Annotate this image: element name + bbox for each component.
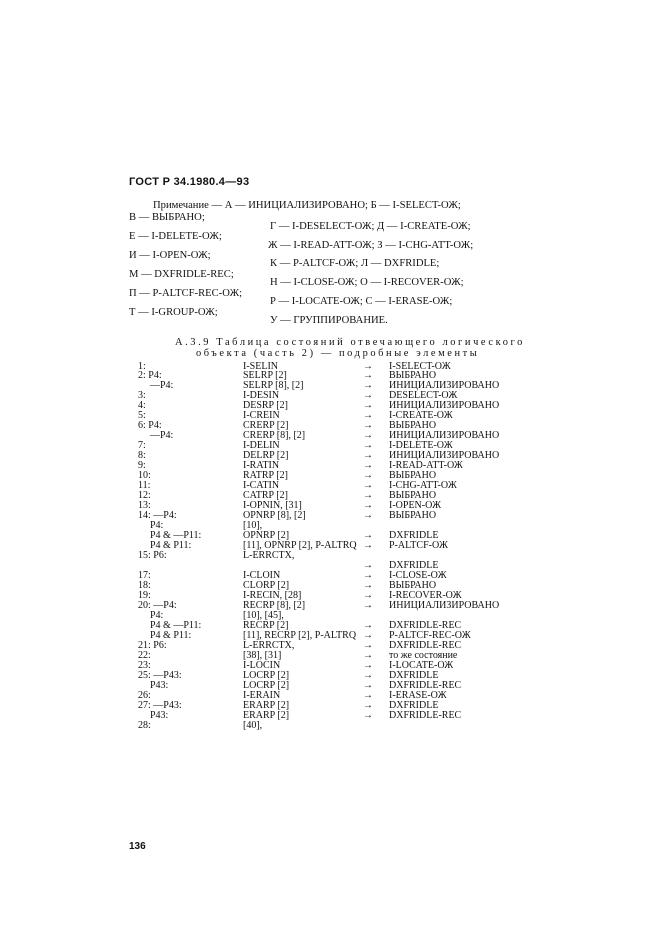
- arrow-icon: →: [363, 480, 373, 491]
- row-next-state: DXFRIDLE-REC: [389, 680, 462, 691]
- note-line: К — P-ALTCF-ОЖ; Л — DXFRIDLE;: [270, 258, 440, 269]
- row-event: I-LOCIN: [243, 660, 281, 671]
- row-condition: 5:: [138, 410, 146, 421]
- arrow-icon: →: [363, 460, 373, 471]
- arrow-icon: →: [363, 450, 373, 461]
- row-event: OPNRP [2]: [243, 530, 290, 541]
- arrow-icon: →: [363, 410, 373, 421]
- row-next-state: I-CLOSE-ОЖ: [389, 570, 447, 581]
- row-next-state: ИНИЦИАЛИЗИРОВАНО: [389, 450, 500, 461]
- row-next-state: DXFRIDLE: [389, 700, 439, 711]
- row-event: RECRP [8], [2]: [243, 600, 306, 611]
- arrow-icon: →: [363, 370, 373, 381]
- row-next-state: ВЫБРАНО: [389, 490, 437, 501]
- row-event: I-DELIN: [243, 440, 280, 451]
- row-next-state: I-RECOVER-ОЖ: [389, 590, 462, 601]
- row-next-state: I-READ-ATT-ОЖ: [389, 460, 463, 471]
- note-line: Р — I-LOCATE-ОЖ; С — I-ERASE-ОЖ;: [270, 296, 453, 307]
- row-condition: 2: P4:: [138, 370, 162, 381]
- row-condition: 9:: [138, 460, 146, 471]
- row-event: RECRP [2]: [243, 620, 289, 631]
- arrow-icon: →: [363, 530, 373, 541]
- row-next-state: I-OPEN-ОЖ: [389, 500, 442, 511]
- row-next-state: I-DELETE-ОЖ: [389, 440, 453, 451]
- note-line: В — ВЫБРАНО;: [129, 212, 205, 223]
- row-next-state: DESELECT-ОЖ: [389, 390, 458, 401]
- note-line: И — I-OPEN-ОЖ;: [129, 250, 211, 261]
- row-condition: 17:: [138, 570, 151, 581]
- row-next-state: P-ALTCF-ОЖ: [389, 540, 448, 551]
- row-event: LOCRP [2]: [243, 670, 290, 681]
- note-line: П — P-ALTCF-REC-ОЖ;: [129, 288, 243, 299]
- row-event: SELRP [2]: [243, 370, 287, 381]
- arrow-icon: →: [363, 580, 373, 591]
- row-condition: 15: P6:: [138, 550, 167, 561]
- row-condition: 26:: [138, 690, 151, 701]
- row-next-state: DXFRIDLE: [389, 530, 439, 541]
- row-next-state: DXFRIDLE: [389, 670, 439, 681]
- row-event: ERARP [2]: [243, 710, 290, 721]
- row-condition: 8:: [138, 450, 146, 461]
- arrow-icon: →: [363, 430, 373, 441]
- row-condition: 20: —P4:: [138, 600, 177, 611]
- row-next-state: ВЫБРАНО: [389, 370, 437, 381]
- row-next-state: ИНИЦИАЛИЗИРОВАНО: [389, 380, 500, 391]
- row-next-state: I-CHG-ATT-ОЖ: [389, 480, 457, 491]
- row-condition: 12:: [138, 490, 151, 501]
- row-event: LOCRP [2]: [243, 680, 290, 691]
- arrow-icon: →: [363, 470, 373, 481]
- row-event: I-CATIN: [243, 480, 280, 491]
- arrow-icon: →: [363, 660, 373, 671]
- row-condition: 19:: [138, 590, 151, 601]
- arrow-icon: →: [363, 600, 373, 611]
- note-line: Н — I-CLOSE-ОЖ; О — I-RECOVER-ОЖ;: [270, 277, 464, 288]
- document-header: ГОСТ Р 34.1980.4—93: [129, 176, 250, 188]
- row-condition: 7:: [138, 440, 146, 451]
- note-line: Е — I-DELETE-ОЖ;: [129, 231, 222, 242]
- arrow-icon: →: [363, 640, 373, 651]
- arrow-icon: →: [363, 440, 373, 451]
- page-number: 136: [129, 841, 146, 852]
- row-condition: 25: —P43:: [138, 670, 182, 681]
- arrow-icon: →: [363, 400, 373, 411]
- row-event: I-SELIN: [243, 361, 278, 372]
- row-condition: 14: —P4:: [138, 510, 177, 521]
- row-condition: P4 & —P11:: [150, 530, 202, 541]
- arrow-icon: →: [363, 710, 373, 721]
- row-event: L-ERRCTX,: [243, 640, 295, 651]
- arrow-icon: →: [363, 540, 373, 551]
- note-line: Т — I-GROUP-ОЖ;: [129, 307, 218, 318]
- row-next-state: DXFRIDLE-REC: [389, 620, 462, 631]
- row-next-state: ВЫБРАНО: [389, 510, 437, 521]
- row-event: L-ERRCTX,: [243, 550, 295, 561]
- row-condition: P43:: [150, 710, 169, 721]
- row-event: CLORP [2]: [243, 580, 290, 591]
- arrow-icon: →: [363, 700, 373, 711]
- row-condition: P4 & P11:: [150, 630, 192, 641]
- row-condition: 4:: [138, 400, 146, 411]
- row-event: I-OPNIN, [31]: [243, 500, 302, 511]
- row-event: OPNRP [8], [2]: [243, 510, 306, 521]
- arrow-icon: →: [363, 570, 373, 581]
- arrow-icon: →: [363, 620, 373, 631]
- row-next-state: DXFRIDLE-REC: [389, 710, 462, 721]
- row-condition: 23:: [138, 660, 151, 671]
- row-event: [11], OPNRP [2], P-ALTRQ: [243, 540, 357, 551]
- row-next-state: I-LOCATE-ОЖ: [389, 660, 454, 671]
- row-event: I-DESIN: [243, 390, 280, 401]
- row-condition: —P4:: [150, 430, 174, 441]
- arrow-icon: →: [363, 690, 373, 701]
- arrow-icon: →: [363, 380, 373, 391]
- row-event: CRERP [8], [2]: [243, 430, 306, 441]
- row-event: [10], [45],: [243, 610, 284, 621]
- row-next-state: DXFRIDLE: [389, 560, 439, 571]
- row-event: I-RECIN, [28]: [243, 590, 302, 601]
- note-line: Г — I-DESELECT-ОЖ; Д — I-CREATE-ОЖ;: [270, 221, 471, 232]
- row-event: ERARP [2]: [243, 700, 290, 711]
- row-condition: P4:: [150, 610, 164, 621]
- arrow-icon: →: [363, 510, 373, 521]
- row-event: I-CREIN: [243, 410, 280, 421]
- table-caption-line1: А.3.9 Таблица состояний отвечающего логического: [175, 337, 525, 348]
- row-event: I-RATIN: [243, 460, 280, 471]
- row-event: I-ERAIN: [243, 690, 281, 701]
- arrow-icon: →: [363, 560, 373, 571]
- row-condition: 22:: [138, 650, 151, 661]
- arrow-icon: →: [363, 670, 373, 681]
- row-next-state: ИНИЦИАЛИЗИРОВАНО: [389, 600, 500, 611]
- row-condition: —P4:: [150, 380, 174, 391]
- arrow-icon: →: [363, 500, 373, 511]
- note-line: М — DXFRIDLE-REC;: [129, 269, 234, 280]
- row-next-state: DXFRIDLE-REC: [389, 640, 462, 651]
- table-caption-line2: объекта (часть 2) — подробные элементы: [196, 348, 480, 359]
- row-next-state: I-SELECT-ОЖ: [389, 361, 451, 372]
- arrow-icon: →: [363, 420, 373, 431]
- row-next-state: P-ALTCF-REC-ОЖ: [389, 630, 471, 641]
- arrow-icon: →: [363, 361, 373, 372]
- note-line: У — ГРУППИРОВАНИЕ.: [270, 315, 388, 326]
- row-next-state: ВЫБРАНО: [389, 580, 437, 591]
- row-condition: 18:: [138, 580, 151, 591]
- row-next-state: I-ERASE-ОЖ: [389, 690, 447, 701]
- row-condition: 1:: [138, 361, 146, 372]
- row-condition: 3:: [138, 390, 146, 401]
- row-next-state: ИНИЦИАЛИЗИРОВАНО: [389, 400, 500, 411]
- arrow-icon: →: [363, 490, 373, 501]
- row-event: CATRP [2]: [243, 490, 288, 501]
- row-condition: 10:: [138, 470, 151, 481]
- arrow-icon: →: [363, 630, 373, 641]
- note-line: Примечание — А — ИНИЦИАЛИЗИРОВАНО; Б — I-SELECT-ОЖ;: [153, 200, 461, 211]
- row-event: [10],: [243, 520, 263, 531]
- row-event: [40],: [243, 720, 263, 731]
- row-condition: 28:: [138, 720, 151, 731]
- row-next-state: I-CREATE-ОЖ: [389, 410, 453, 421]
- row-event: DESRP [2]: [243, 400, 288, 411]
- row-event: SELRP [8], [2]: [243, 380, 304, 391]
- row-condition: P43:: [150, 680, 169, 691]
- row-condition: 13:: [138, 500, 151, 511]
- row-event: CRERP [2]: [243, 420, 289, 431]
- row-condition: 21: P6:: [138, 640, 167, 651]
- row-event: RATRP [2]: [243, 470, 288, 481]
- row-next-state: ИНИЦИАЛИЗИРОВАНО: [389, 430, 500, 441]
- arrow-icon: →: [363, 590, 373, 601]
- arrow-icon: →: [363, 390, 373, 401]
- row-next-state: ВЫБРАНО: [389, 470, 437, 481]
- arrow-icon: →: [363, 650, 373, 661]
- row-condition: 6: P4:: [138, 420, 162, 431]
- note-line: Ж — I-READ-ATT-ОЖ; З — I-CHG-ATT-ОЖ;: [268, 240, 474, 251]
- row-event: DELRP [2]: [243, 450, 289, 461]
- row-condition: 11:: [138, 480, 151, 491]
- arrow-icon: →: [363, 680, 373, 691]
- row-event: [38], [31]: [243, 650, 282, 661]
- row-condition: P4 & P11:: [150, 540, 192, 551]
- row-condition: P4 & —P11:: [150, 620, 202, 631]
- row-condition: 27: —P43:: [138, 700, 182, 711]
- row-next-state: ВЫБРАНО: [389, 420, 437, 431]
- row-next-state: то же состояние: [389, 650, 458, 661]
- row-condition: P4:: [150, 520, 164, 531]
- row-event: I-CLOIN: [243, 570, 281, 581]
- row-event: [11], RECRP [2], P-ALTRQ: [243, 630, 357, 641]
